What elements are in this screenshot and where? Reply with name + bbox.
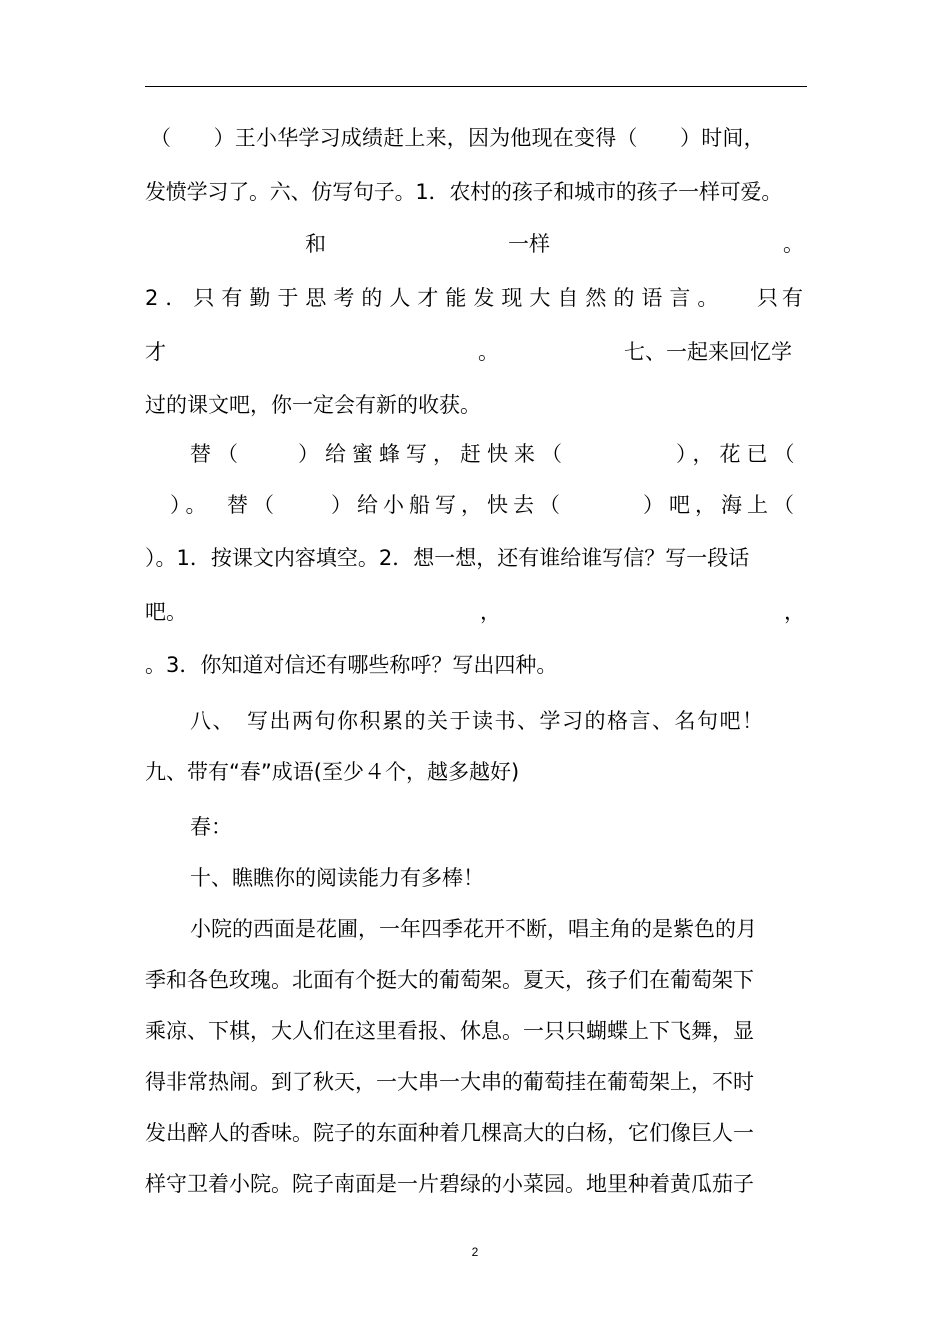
paragraph-line: 样守卫着小院。院子南面是一片碧绿的小菜园。地里种着黄瓜茄子 — [145, 1172, 754, 1196]
text-line: 替（ ）给蜜蜂写，赶快来（ ），花已（ — [190, 442, 801, 466]
paragraph-line: 发出醉人的香味。院子的东面种着几棵高大的白杨，它们像巨人一 — [145, 1121, 754, 1145]
text-fragment: 一样 — [508, 232, 550, 256]
text-fragment: 。 — [478, 340, 499, 364]
text-line: 发愤学习了。六、仿写句子。1．农村的孩子和城市的孩子一样可爱。 — [145, 180, 783, 204]
text-line: 春： — [190, 815, 232, 839]
page-number: 2 — [471, 1245, 479, 1259]
text-line: 过的课文吧，你一定会有新的收获。 — [145, 393, 481, 417]
text-fragment: 。 — [783, 232, 804, 256]
text-fragment: ， — [784, 600, 805, 624]
text-fragment: 只有 — [757, 286, 807, 310]
text-line: 九、带有“春”成语(至少４个，越多越好) — [145, 760, 520, 784]
paragraph-line: 乘凉、下棋，大人们在这里看报、休息。一只只蝴蝶上下飞舞，显 — [145, 1019, 754, 1043]
text-line: 十、瞧瞧你的阅读能力有多棒！ — [190, 866, 484, 890]
text-fragment: ， — [480, 600, 501, 624]
text-fragment: 和 — [305, 232, 326, 256]
text-line: 2．只有勤于思考的人才能发现大自然的语言。 — [145, 286, 726, 310]
text-line: （ ）王小华学习成绩赶上来，因为他现在变得（ ）时间， — [150, 126, 765, 150]
text-fragment: 吧。 — [145, 600, 187, 624]
paragraph-line: 得非常热闹。到了秋天，一大串一大串的葡萄挂在葡萄架上，不时 — [145, 1070, 754, 1094]
text-line: 八、 写出两句你积累的关于读书、学习的格言、名句吧！ — [190, 709, 765, 733]
paragraph-line: 季和各色玫瑰。北面有个挺大的葡萄架。夏天，孩子们在葡萄架下 — [145, 968, 754, 992]
header-rule — [145, 86, 807, 87]
text-line: ）。 替（ ）给小船写，快去（ ）吧，海上（ — [170, 493, 799, 517]
paragraph-line: 小院的西面是花圃，一年四季花开不断，唱主角的是紫色的月 — [190, 917, 757, 941]
text-fragment: 七、一起来回忆学 — [624, 340, 792, 364]
text-fragment: 才 — [145, 340, 166, 364]
text-line: ）。1．按课文内容填空。2．想一想，还有谁给谁写信？写一段话 — [145, 546, 750, 570]
text-line: 。3．你知道对信还有哪些称呼？写出四种。 — [145, 653, 558, 677]
